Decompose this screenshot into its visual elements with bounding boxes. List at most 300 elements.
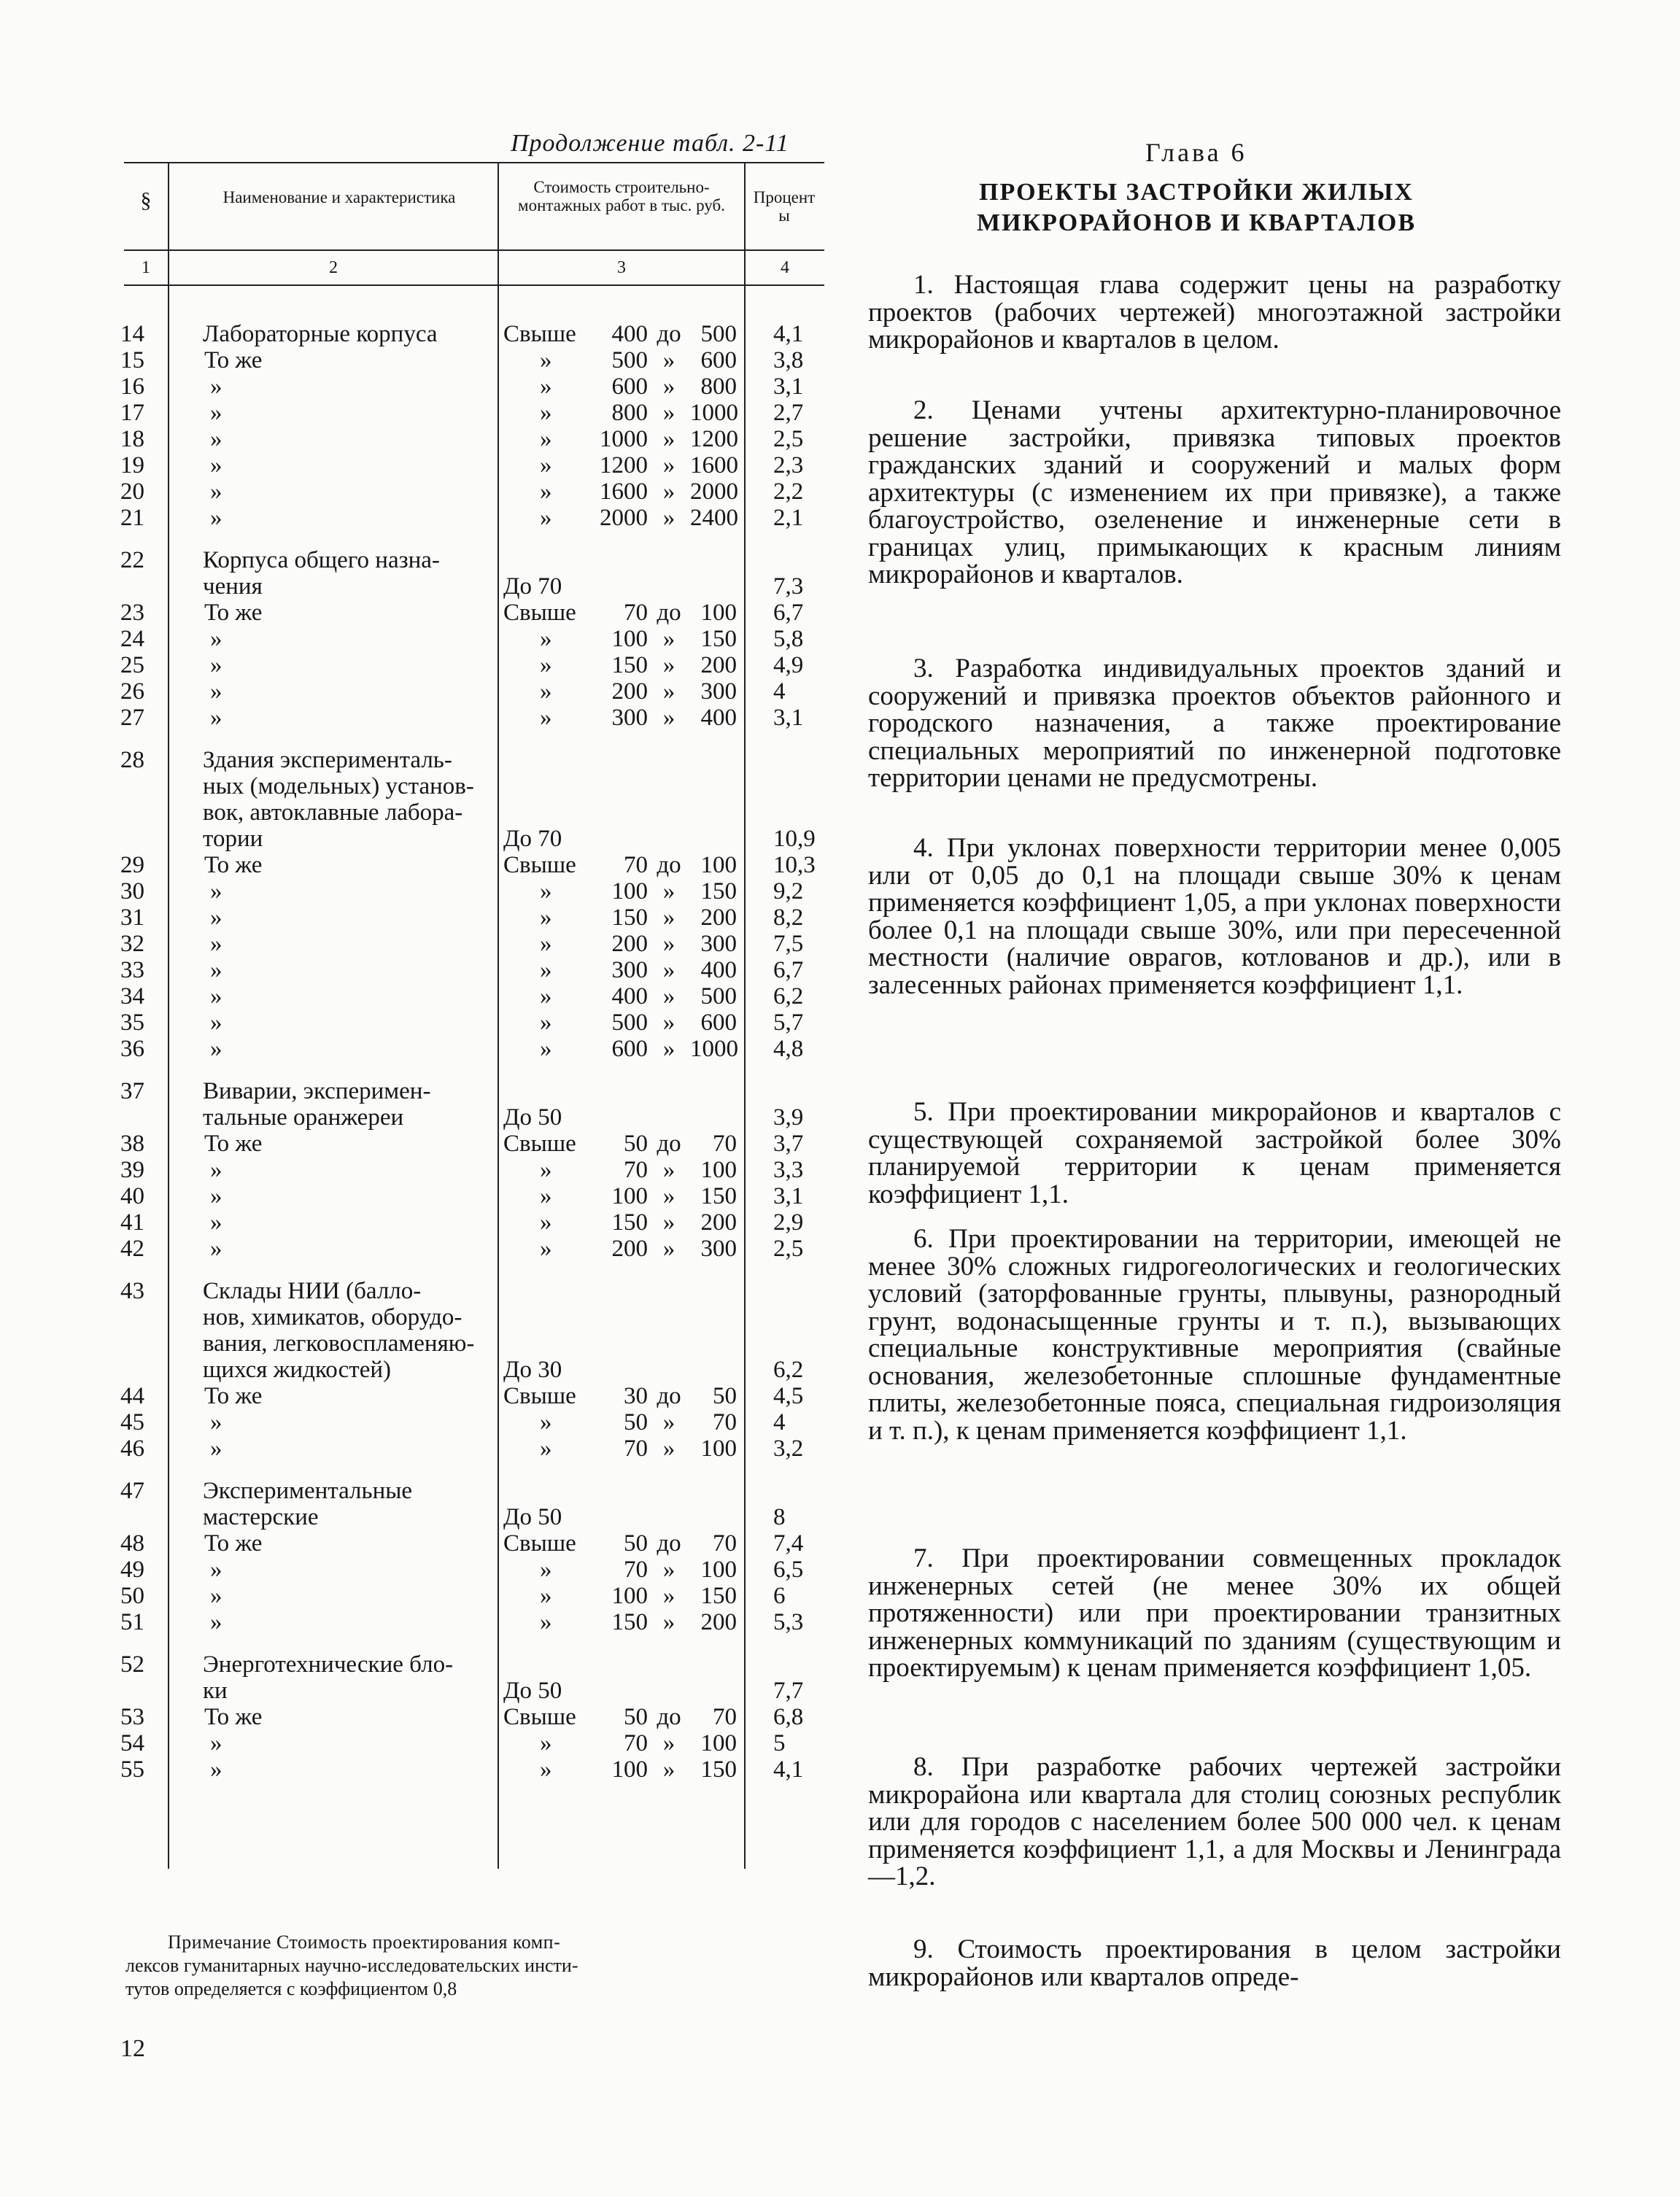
row-name: То же	[204, 600, 263, 626]
row-percent: 10,9	[773, 826, 816, 852]
cost-separator: до	[657, 321, 681, 347]
row-percent: 6,7	[773, 600, 804, 626]
table-row	[0, 1183, 824, 1209]
cost-prefix: »	[540, 1435, 552, 1462]
row-number: 25	[120, 652, 144, 678]
row-percent: 4,5	[773, 1383, 804, 1409]
cost-prefix: »	[540, 400, 552, 426]
header-col-cost: Стоимость строительно-монтажных работ в тыс. руб.	[518, 178, 725, 214]
cost-to: 200	[700, 1609, 737, 1635]
row-number: 54	[120, 1730, 144, 1756]
table-row	[0, 1678, 824, 1704]
row-percent: 3,1	[773, 705, 804, 731]
cost-from: 200	[611, 1236, 648, 1262]
cost-separator: »	[662, 505, 676, 531]
row-percent: 10,3	[773, 852, 816, 878]
table-row	[0, 1036, 824, 1062]
row-name: »	[210, 1209, 222, 1236]
row-name: щихся жидкостей)	[203, 1357, 391, 1383]
cost-from: 200	[611, 931, 648, 957]
paragraph: 5. При проектировании микрорайонов и кварталов с существующей сохраняемой застройкой более 30% планируемой территории к ценам применяется коэффициент 1,1.	[868, 1097, 1561, 1209]
cost-separator: до	[657, 1704, 681, 1730]
table-row	[0, 1078, 824, 1104]
row-percent: 6,8	[773, 1704, 804, 1730]
row-name: »	[210, 1036, 222, 1062]
cost-separator: »	[662, 1183, 676, 1209]
cost-prefix: Свыше	[503, 1530, 576, 1557]
cost-separator: »	[662, 931, 676, 957]
row-percent: 5,3	[773, 1609, 804, 1635]
cost-prefix: »	[540, 1183, 552, 1209]
cost-separator: »	[662, 1236, 676, 1262]
row-percent: 4,8	[773, 1036, 804, 1062]
row-percent: 7,7	[773, 1678, 804, 1704]
table-row	[0, 773, 824, 799]
cost-from: 150	[611, 652, 648, 678]
cost-to: 200	[700, 652, 737, 678]
table-row	[0, 321, 824, 347]
cost-from: 600	[611, 1036, 648, 1062]
cost-separator: »	[662, 426, 676, 452]
paragraph: 7. При проектировании совмещенных прокладок инженерных сетей (не менее 30% их общей протяженности) или при проектировании транзитных инженерных коммуникаций по зданиям (существующим и проектируемым) к ценам применяется коэффициент 1,05.	[868, 1543, 1561, 1683]
row-name: Виварии, эксперимен-	[203, 1078, 431, 1104]
colnum-bottom-rule	[124, 284, 824, 286]
table-row	[0, 852, 824, 878]
row-percent: 4,1	[773, 321, 804, 347]
row-name: »	[210, 957, 222, 983]
cost-to: 50	[713, 1383, 737, 1409]
cost-separator: »	[662, 1583, 676, 1609]
row-number: 52	[120, 1651, 144, 1678]
table-row	[0, 904, 824, 931]
cost-from: 50	[624, 1131, 648, 1157]
row-percent: 2,3	[773, 452, 804, 478]
cost-from: 100	[611, 878, 648, 904]
cost-from: 300	[611, 957, 648, 983]
cost-separator: »	[662, 1609, 676, 1635]
table-row	[0, 1530, 824, 1557]
cost-to: 400	[700, 957, 737, 983]
row-name: »	[210, 678, 222, 705]
cost-separator: до	[657, 852, 681, 878]
column-number: 3	[617, 258, 626, 277]
cost-from: 70	[624, 600, 648, 626]
row-name: ных (модельных) установ-	[203, 773, 474, 799]
chapter-title-line: МИКРОРАЙОНОВ И КВАРТАЛОВ	[976, 209, 1416, 236]
cost-separator: »	[662, 1730, 676, 1756]
cost-from: 70	[624, 852, 648, 878]
cost-separator: до	[657, 1383, 681, 1409]
row-percent: 5,7	[773, 1010, 804, 1036]
row-name: Экспериментальные	[203, 1478, 413, 1504]
row-name: То же	[204, 1704, 263, 1730]
table-row	[0, 1730, 824, 1756]
cost-separator: »	[662, 1435, 676, 1462]
row-number: 46	[120, 1435, 144, 1462]
cost-from: 150	[611, 904, 648, 931]
table-row	[0, 1131, 824, 1157]
cost-to: 100	[700, 852, 737, 878]
row-name: »	[210, 400, 222, 426]
row-name: »	[210, 931, 222, 957]
cost-from: 400	[611, 983, 648, 1010]
cost-prefix: До 70	[503, 573, 562, 600]
table-row	[0, 400, 824, 426]
row-name: »	[210, 1010, 222, 1036]
row-name: »	[210, 478, 222, 505]
row-name: »	[210, 1730, 222, 1756]
cost-to: 150	[700, 1583, 737, 1609]
row-number: 19	[120, 452, 144, 478]
page-number: 12	[120, 2035, 145, 2062]
cost-separator: »	[662, 1036, 676, 1062]
row-name: »	[210, 1157, 222, 1183]
table-row	[0, 1557, 824, 1583]
cost-from: 150	[611, 1609, 648, 1635]
cost-to: 150	[700, 1756, 737, 1783]
header-col-percent: Проценты	[753, 188, 816, 225]
cost-to: 100	[700, 1157, 737, 1183]
cost-to: 400	[700, 705, 737, 731]
header-col-section: §	[140, 188, 152, 212]
row-number: 16	[120, 373, 144, 400]
row-percent: 5,8	[773, 626, 804, 652]
cost-prefix: »	[540, 904, 552, 931]
row-name: тории	[203, 826, 263, 852]
row-percent: 3,7	[773, 1131, 804, 1157]
table-row	[0, 373, 824, 400]
cost-separator: »	[662, 347, 676, 373]
row-number: 20	[120, 478, 144, 505]
table-row	[0, 452, 824, 478]
cost-prefix: »	[540, 1209, 552, 1236]
row-name: »	[210, 1557, 222, 1583]
cost-separator: »	[662, 1010, 676, 1036]
cost-to: 200	[700, 1209, 737, 1236]
table-row	[0, 678, 824, 705]
row-percent: 4	[773, 1409, 786, 1435]
row-number: 53	[120, 1704, 144, 1730]
cost-to: 500	[700, 321, 737, 347]
table-row	[0, 547, 824, 573]
cost-to: 500	[700, 983, 737, 1010]
cost-prefix: »	[540, 1157, 552, 1183]
cost-from: 50	[624, 1409, 648, 1435]
row-number: 50	[120, 1583, 144, 1609]
row-number: 35	[120, 1010, 144, 1036]
cost-from: 2000	[600, 505, 648, 531]
cost-to: 300	[700, 931, 737, 957]
cost-from: 500	[611, 347, 648, 373]
row-percent: 3,2	[773, 1435, 804, 1462]
row-number: 18	[120, 426, 144, 452]
cost-from: 50	[624, 1530, 648, 1557]
cost-separator: »	[662, 478, 676, 505]
cost-from: 400	[611, 321, 648, 347]
cost-to: 800	[700, 373, 737, 400]
cost-prefix: »	[540, 878, 552, 904]
row-number: 33	[120, 957, 144, 983]
cost-prefix: До 50	[503, 1504, 562, 1530]
cost-separator: »	[662, 452, 676, 478]
row-number: 36	[120, 1036, 144, 1062]
table-row	[0, 1756, 824, 1783]
cost-from: 100	[611, 626, 648, 652]
cost-prefix: Свыше	[503, 1704, 576, 1730]
table-row	[0, 1704, 824, 1730]
row-name: »	[210, 1583, 222, 1609]
cost-separator: »	[662, 1209, 676, 1236]
cost-from: 70	[624, 1730, 648, 1756]
table-row	[0, 1357, 824, 1383]
row-number: 38	[120, 1131, 144, 1157]
row-name: »	[210, 1435, 222, 1462]
cost-separator: »	[662, 626, 676, 652]
cost-to: 150	[700, 1183, 737, 1209]
row-percent: 2,7	[773, 400, 804, 426]
cost-from: 50	[624, 1704, 648, 1730]
cost-separator: »	[662, 1756, 676, 1783]
table-row	[0, 478, 824, 505]
row-number: 31	[120, 904, 144, 931]
cost-prefix: »	[540, 1756, 552, 1783]
table-row	[0, 573, 824, 600]
table-row	[0, 1157, 824, 1183]
cost-from: 300	[611, 705, 648, 731]
table-row	[0, 1583, 824, 1609]
cost-separator: до	[657, 600, 681, 626]
row-name: То же	[204, 347, 263, 373]
cost-from: 600	[611, 373, 648, 400]
cost-prefix: Свыше	[503, 852, 576, 878]
cost-from: 800	[611, 400, 648, 426]
row-name: Энерготехнические бло-	[203, 1651, 454, 1678]
header-col-name: Наименование и характеристика	[222, 188, 456, 206]
row-percent: 3,1	[773, 373, 804, 400]
table-row	[0, 1330, 824, 1357]
cost-prefix: »	[540, 426, 552, 452]
row-percent: 3,9	[773, 1104, 804, 1131]
row-number: 23	[120, 600, 144, 626]
row-percent: 2,9	[773, 1209, 804, 1236]
table-row	[0, 1209, 824, 1236]
cost-separator: »	[662, 652, 676, 678]
cost-to: 150	[700, 878, 737, 904]
row-name: мастерские	[203, 1504, 319, 1530]
row-percent: 3,3	[773, 1157, 804, 1183]
table-row	[0, 505, 824, 531]
row-name: вок, автоклавные лабора-	[203, 799, 463, 826]
cost-prefix: До 30	[503, 1357, 562, 1383]
row-number: 40	[120, 1183, 144, 1209]
row-number: 30	[120, 878, 144, 904]
cost-prefix: До 70	[503, 826, 562, 852]
row-percent: 5	[773, 1730, 786, 1756]
row-name: »	[210, 878, 222, 904]
row-percent: 2,5	[773, 1236, 804, 1262]
row-percent: 2,2	[773, 478, 804, 505]
table-row	[0, 1304, 824, 1330]
row-number: 27	[120, 705, 144, 731]
row-percent: 6,2	[773, 1357, 804, 1383]
row-number: 17	[120, 400, 144, 426]
row-name: То же	[204, 1383, 263, 1409]
cost-prefix: »	[540, 1409, 552, 1435]
row-name: тальные оранжереи	[203, 1104, 404, 1131]
row-percent: 8	[773, 1504, 786, 1530]
cost-prefix: »	[540, 983, 552, 1010]
row-percent: 6,2	[773, 983, 804, 1010]
cost-prefix: »	[540, 373, 552, 400]
paragraph: 9. Стоимость проектирования в целом застройки микрорайонов или кварталов опреде-	[868, 1934, 1561, 1992]
paragraph: 6. При проектировании на территории, имеющей не менее 30% сложных гидрогеологических и геологических условий (заторфованные грунты, плывуны, разнородный грунт, водонасыщенные грунты и т. п.), вызывающих специальные конструктивные мероприятия (свайные основания, железобетонные сплошные фундаментные плиты, железобетонные пояса, специальная гидроизоляция и т. п.), к ценам применяется коэффициент 1,1.	[868, 1224, 1561, 1446]
cost-from: 1000	[600, 426, 648, 452]
cost-prefix: »	[540, 626, 552, 652]
cost-prefix: »	[540, 678, 552, 705]
row-number: 44	[120, 1383, 144, 1409]
cost-prefix: Свыше	[503, 1383, 576, 1409]
table-row	[0, 600, 824, 626]
table-note-line: тутов определяется с коэффициентом 0,8	[125, 1978, 457, 1999]
table-row	[0, 826, 824, 852]
cost-to: 70	[713, 1131, 737, 1157]
row-percent: 8,2	[773, 904, 804, 931]
row-name: Лабораторные корпуса	[203, 321, 438, 347]
cost-prefix: »	[540, 1557, 552, 1583]
cost-to: 70	[713, 1530, 737, 1557]
cost-from: 70	[624, 1557, 648, 1583]
cost-to: 2400	[690, 505, 738, 531]
row-percent: 4	[773, 678, 786, 705]
cost-from: 1600	[600, 478, 648, 505]
row-number: 24	[120, 626, 144, 652]
cost-separator: »	[662, 957, 676, 983]
cost-to: 150	[700, 626, 737, 652]
cost-prefix: »	[540, 1609, 552, 1635]
row-name: вания, легковоспламеняю-	[203, 1330, 475, 1357]
row-number: 39	[120, 1157, 144, 1183]
row-percent: 7,5	[773, 931, 804, 957]
table-note-line: лексов гуманитарных научно-исследовательских инсти-	[125, 1955, 578, 1976]
row-name: Корпуса общего назна-	[203, 547, 440, 573]
cost-from: 30	[624, 1383, 648, 1409]
cost-separator: »	[662, 400, 676, 426]
cost-to: 1200	[690, 426, 738, 452]
cost-from: 70	[624, 1157, 648, 1183]
chapter-label: Глава 6	[1145, 138, 1247, 167]
table-top-rule	[124, 162, 824, 163]
row-percent: 7,3	[773, 573, 804, 600]
table-row	[0, 705, 824, 731]
row-percent: 6,7	[773, 957, 804, 983]
row-name: »	[210, 1183, 222, 1209]
cost-to: 600	[700, 1010, 737, 1036]
row-name: То же	[204, 1530, 263, 1557]
table-row	[0, 983, 824, 1010]
paragraph: 8. При разработке рабочих чертежей застройки микрорайона или квартала для столиц союзных республик или для городов с населением более 500 000 чел. к ценам применяется коэффициент 1,1, а для Москвы и Ленинграда —1,2.	[868, 1752, 1561, 1891]
row-name: »	[210, 373, 222, 400]
row-number: 47	[120, 1478, 144, 1504]
cost-from: 100	[611, 1583, 648, 1609]
row-percent: 7,4	[773, 1530, 804, 1557]
table-row	[0, 347, 824, 373]
row-number: 41	[120, 1209, 144, 1236]
row-number: 49	[120, 1557, 144, 1583]
cost-to: 300	[700, 1236, 737, 1262]
row-name: Склады НИИ (балло-	[203, 1278, 422, 1304]
row-number: 21	[120, 505, 144, 531]
row-name: »	[210, 1609, 222, 1635]
row-name: »	[210, 705, 222, 731]
table-row	[0, 652, 824, 678]
cost-to: 200	[700, 904, 737, 931]
cost-from: 70	[624, 1435, 648, 1462]
cost-to: 600	[700, 347, 737, 373]
cost-to: 1000	[690, 400, 738, 426]
row-name: »	[210, 626, 222, 652]
row-number: 28	[120, 747, 144, 773]
chapter-title-line: ПРОЕКТЫ ЗАСТРОЙКИ ЖИЛЫХ	[979, 179, 1414, 206]
cost-separator: до	[657, 1530, 681, 1557]
cost-prefix: Свыше	[503, 600, 576, 626]
cost-prefix: »	[540, 1730, 552, 1756]
cost-prefix: Свыше	[503, 321, 576, 347]
cost-prefix: »	[540, 452, 552, 478]
column-number: 2	[329, 258, 338, 277]
row-number: 55	[120, 1756, 144, 1783]
row-percent: 3,1	[773, 1183, 804, 1209]
table-row	[0, 1409, 824, 1435]
column-number: 1	[142, 258, 150, 277]
cost-to: 100	[700, 1435, 737, 1462]
row-number: 14	[120, 321, 144, 347]
row-number: 42	[120, 1236, 144, 1262]
row-name: »	[210, 652, 222, 678]
table-row	[0, 799, 824, 826]
table-row	[0, 626, 824, 652]
row-percent: 6	[773, 1583, 786, 1609]
cost-to: 70	[713, 1409, 737, 1435]
cost-prefix: »	[540, 1583, 552, 1609]
row-name: ки	[203, 1678, 228, 1704]
table-row	[0, 1609, 824, 1635]
cost-prefix: »	[540, 1010, 552, 1036]
row-name: »	[210, 1409, 222, 1435]
cost-prefix: »	[540, 652, 552, 678]
paragraph: 1. Настоящая глава содержит цены на разработку проектов (рабочих чертежей) многоэтажной застройки микрорайонов и кварталов в целом.	[868, 270, 1561, 354]
cost-from: 200	[611, 678, 648, 705]
row-name: Здания эксперименталь-	[203, 747, 452, 773]
table-note-line: Примечание Стоимость проектирования комп-	[168, 1931, 561, 1953]
row-number: 29	[120, 852, 144, 878]
row-percent: 4,9	[773, 652, 804, 678]
row-number: 37	[120, 1078, 144, 1104]
table-row	[0, 878, 824, 904]
row-percent: 6,5	[773, 1557, 804, 1583]
table-row	[0, 1478, 824, 1504]
row-number: 45	[120, 1409, 144, 1435]
row-percent: 2,1	[773, 505, 804, 531]
cost-prefix: »	[540, 1236, 552, 1262]
row-percent: 3,8	[773, 347, 804, 373]
cost-prefix: »	[540, 347, 552, 373]
cost-from: 100	[611, 1756, 648, 1783]
row-number: 26	[120, 678, 144, 705]
cost-separator: »	[662, 678, 676, 705]
cost-from: 500	[611, 1010, 648, 1036]
table-row	[0, 1236, 824, 1262]
cost-to: 1000	[690, 1036, 738, 1062]
